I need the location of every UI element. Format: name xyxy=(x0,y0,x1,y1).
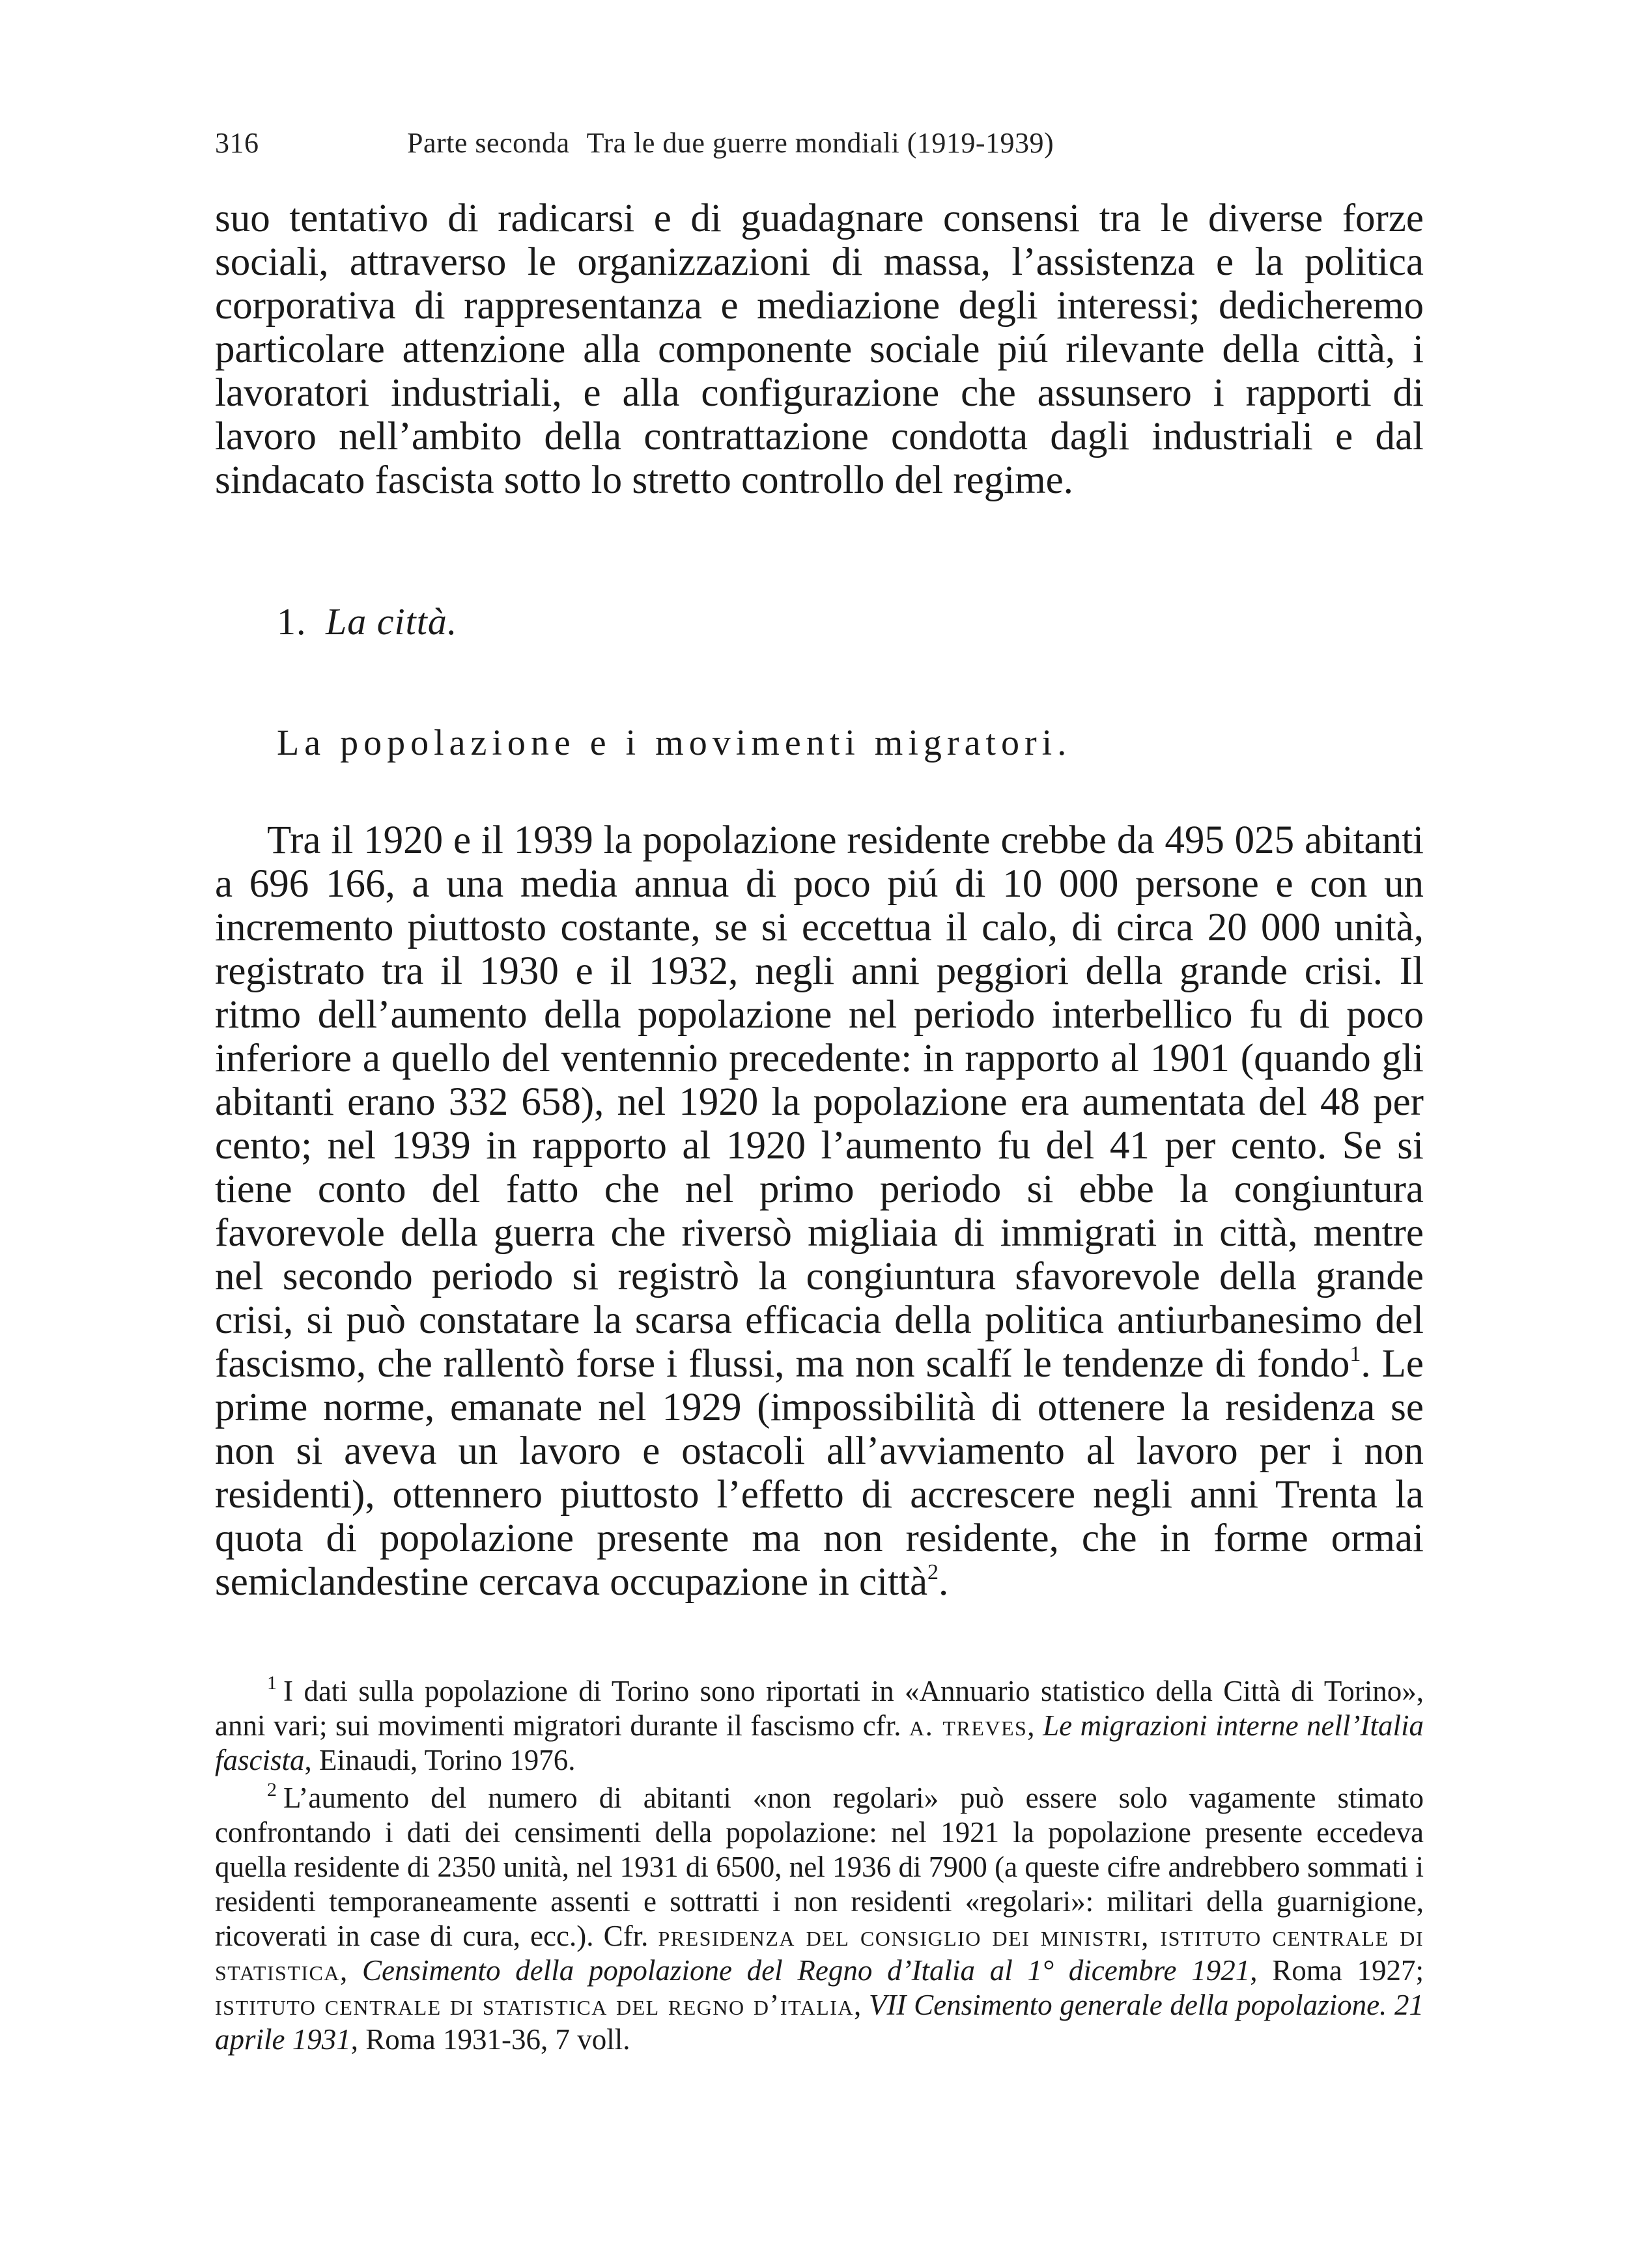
footnote-1 xyxy=(215,1674,1424,1778)
main-paragraph xyxy=(215,819,1424,1604)
main-paragraph-text-3: . xyxy=(939,1560,949,1604)
footnote-2-work-2: VII Censimento generale della popolazione. 21 aprile 1931 xyxy=(215,1989,1424,2056)
footnote-2-text-1: L’aumento del numero di abitanti «non regolari» può essere solo vagamente stimato confrontando i dati dei censimenti della popolazione: nel 1921 la popolazione presente eccedeva quella residente di 2350 unità, nel 1931 di 6500, nel 1936 di 7900 (a queste cifre andrebbero sommati i residenti temporaneamente assenti e sottratti i non residenti «regolari»: militari della guarnigione, ricoverati in case di cura, ecc.). Cfr. xyxy=(215,1782,1424,1952)
footnote-2-org-2: istituto centrale di statistica del regno d’italia xyxy=(215,1989,854,2021)
section-number: 1. xyxy=(277,600,307,643)
footnote-ref-1[interactable]: 1 xyxy=(1349,1342,1361,1366)
footnote-2-org-1: presidenza del consiglio dei ministri, istituto centrale di statistica xyxy=(215,1920,1424,1987)
footnote-2-text-2: , xyxy=(340,1954,362,1987)
footnote-2-text-3: , Roma 1927; xyxy=(1250,1954,1424,1987)
page-number: 316 xyxy=(215,127,259,159)
running-title: Tra le due guerre mondiali (1919-1939) xyxy=(586,127,1054,159)
part-label: Parte seconda xyxy=(407,127,570,159)
footnotes xyxy=(215,1674,1424,2057)
intro-paragraph: suo tentativo di radicarsi e di guadagnare consensi tra le diverse forze sociali, attraverso le organizzazioni di massa, l’assistenza e la politica corporativa di rappresentanza e mediazione degli interessi; dedicheremo particolare attenzione alla componente sociale piú rilevante della città, i lavoratori industriali, e alla configurazione che assunsero i rapporti di lavoro nell’ambito della contrattazione condotta dagli industriali e dal sindacato fascista sotto lo stretto controllo del regime. xyxy=(215,197,1424,502)
footnote-1-author: a. treves xyxy=(909,1709,1028,1742)
subsection-heading: La popolazione e i movimenti migratori. xyxy=(277,723,1072,763)
footnote-2-text-5: , Roma 1931-36, 7 voll. xyxy=(350,2023,630,2056)
footnote-1-text-2: , xyxy=(1027,1709,1043,1742)
footnote-1-text-3: , Einaudi, Torino 1976. xyxy=(304,1744,576,1776)
footnote-2-text-4: , xyxy=(854,1989,869,2021)
footnote-2 xyxy=(215,1781,1424,2057)
footnote-2-work-1: Censimento della popolazione del Regno d’Italia al 1° dicembre 1921 xyxy=(362,1954,1251,1987)
running-head xyxy=(215,124,1424,163)
section-title: La città. xyxy=(326,600,458,643)
footnote-1-work: Le migrazioni interne nell’Italia fascista xyxy=(215,1709,1424,1776)
footnote-number-1: 1 xyxy=(267,1672,277,1694)
footnote-number-2: 2 xyxy=(267,1779,277,1800)
footnote-ref-2[interactable]: 2 xyxy=(927,1560,939,1584)
main-paragraph-text-2: . Le prime norme, emanate nel 1929 (impossibilità di ottenere la residenza se non si aveva un lavoro e ostacoli all’avviamento al lavoro per i non residenti), ottennero piuttosto l’effetto di accrescere negli anni Trenta la quota di popolazione presente ma non residente, che in forme ormai semiclandestine cercava occupazione in città xyxy=(215,1342,1424,1604)
book-page xyxy=(215,124,1424,2060)
footnote-1-text-1: I dati sulla popolazione di Torino sono riportati in «Annuario statistico della Città di Torino», anni vari; sui movimenti migratori durante il fascismo cfr. xyxy=(215,1675,1424,1742)
section-heading xyxy=(277,600,1424,643)
main-paragraph-text-1: Tra il 1920 e il 1939 la popolazione residente crebbe da 495 025 abitanti a 696 166, a una media annua di poco piú di 10 000 persone e con un incremento piuttosto costante, se si eccettua il calo, di circa 20 000 unità, registrato tra il 1930 e il 1932, negli anni peggiori della grande crisi. Il ritmo dell’aumento della popolazione nel periodo interbellico fu di poco inferiore a quello del ventennio precedente: in rapporto al 1901 (quando gli abitanti erano 332 658), nel 1920 la popolazione era aumentata del 48 per cento; nel 1939 in rapporto al 1920 l’aumento fu del 41 per cento. Se si tiene conto del fatto che nel primo periodo si ebbe la congiuntura favorevole della guerra che riversò migliaia di immigrati in città, mentre nel secondo periodo si registrò la congiuntura sfavorevole della grande crisi, si può constatare la scarsa efficacia della politica antiurbanesimo del fascismo, che rallentò forse i flussi, ma non scalfí le tendenze di fondo xyxy=(215,819,1424,1386)
